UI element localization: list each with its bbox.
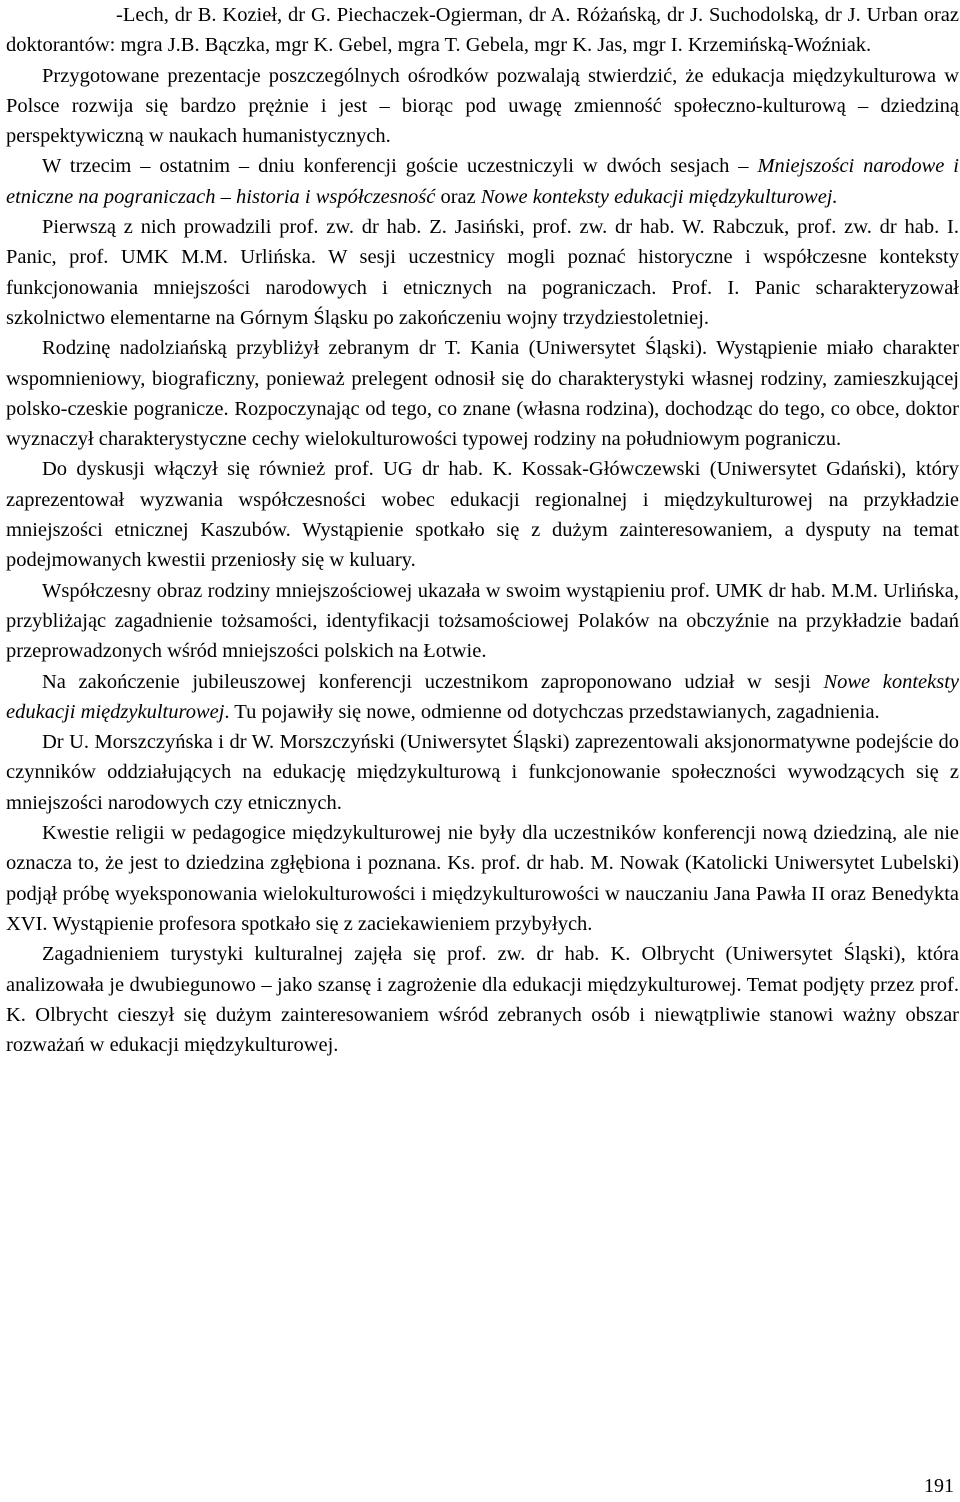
paragraph	[6, 667, 959, 728]
text-run: Rodzinę nadolziańską przybliżył zebranym dr T. Kania (Uniwersytet Śląski). Wystąpienie miało charakter wspomnieniowy, biograficzny, ponieważ prelegent odnosił się do charakterystyki własnej rodziny, zamieszkującej polsko-czeskie pogranicze. Rozpoczynając od tego, co znane (własna rodzina), dochodząc do tego, co obce, doktor wyznaczył charakterystyczne cechy wielokulturowości typowej rodziny na południowym pograniczu.	[6, 337, 959, 451]
paragraph	[6, 212, 959, 333]
text-run: Pierwszą z nich prowadzili prof. zw. dr hab. Z. Jasiński, prof. zw. dr hab. W. Rabczuk, prof. zw. dr hab. I. Panic, prof. UMK M.M. Urlińska. W sesji uczestnicy mogli poznać historyczne i współczesne konteksty funkcjonowania mniejszości narodowych i etnicznych na pograniczach. Prof. I. Panic scharakteryzował szkolnictwo elementarne na Górnym Śląsku po zakończeniu wojny trzydziestoletniej.	[6, 216, 959, 329]
italic-session-title: Nowe konteksty edukacji międzykulturowej.	[480, 185, 838, 208]
text-run: -Lech, dr B. Kozieł, dr G. Piechaczek-Ogierman, dr A. Różańską, dr J. Suchodolską, dr J. Urban oraz doktorantów: mgra J.B. Bączka, mgr K. Gebel, mgra T. Gebela, mgr K. Jas, mgr I. Krzemińską-Woźniak.	[6, 4, 959, 57]
text-run: Przygotowane prezentacje poszczególnych ośrodków pozwalają stwierdzić, że edukacja międzykulturowa w Polsce rozwija się bardzo prężnie i jest – biorąc pod uwagę zmienność społeczno-kulturową – dziedziną perspektywiczną w naukach humanistycznych.	[6, 64, 959, 148]
paragraph	[6, 61, 959, 152]
paragraph	[6, 939, 959, 1060]
italic-session-title: Mniejszości narodowe i etniczne na pograniczach – historia i współczesność	[6, 155, 959, 208]
italic-session-title: Nowe konteksty edukacji międzykulturowej	[6, 670, 959, 723]
text-run: Dr U. Morszczyńska i dr W. Morszczyński (Uniwersytet Śląski) zaprezentowali aksjonormatywne podejście do czynników oddziałujących na edukację międzykulturową i funkcjonowanie społeczności wywodzących się z mniejszości narodowych czy etnicznych.	[6, 731, 959, 814]
text-run: Do dyskusji włączył się również prof. UG dr hab. K. Kossak-Główczewski (Uniwersytet Gdański), który zaprezentował wyzwania współczesności wobec edukacji regionalnej i międzykulturowej na przykładzie mniejszości etnicznej Kaszubów. Wystąpienie spotkało się z dużym zainteresowaniem, a dysputy na temat podejmowanych kwestii przeniosły się w kuluary.	[6, 458, 959, 572]
text-run: Na zakończenie jubileuszowej konferencji uczestnikom zaproponowano udział w sesji	[42, 670, 824, 693]
text-run: W trzecim – ostatnim – dniu konferencji goście uczestniczyli w dwóch sesjach –	[42, 155, 758, 178]
text-run: . Tu pojawiły się nowe, odmienne od dotychczas przedstawianych, zagadnienia.	[224, 700, 880, 723]
text-run: oraz	[435, 185, 481, 208]
page-number: 191	[924, 1475, 954, 1497]
paragraph	[6, 454, 959, 575]
paragraph-intro-continuation	[6, 0, 959, 61]
text-run: Współczesny obraz rodziny mniejszościowej ukazała w swoim wystąpieniu prof. UMK dr hab. M.M. Urlińska, przybliżając zagadnienie tożsamości, identyfikacji tożsamościowej Polaków na obczyźnie na przykładzie badań przeprowadzonych wśród mniejszości polskich na Łotwie.	[6, 579, 959, 663]
paragraph	[6, 151, 959, 212]
paragraph	[6, 333, 959, 454]
paragraph	[6, 576, 959, 667]
text-run: Zagadnieniem turystyki kulturalnej zajęła się prof. zw. dr hab. K. Olbrycht (Uniwersytet Śląski), która analizowała je dwubiegunowo – jako szansę i zagrożenie dla edukacji międzykulturowej. Temat podjęty przez prof. K. Olbrycht cieszył się dużym zainteresowaniem wśród zebranych osób i niewątpliwie stanowi ważny obszar rozważań w edukacji międzykulturowej.	[6, 943, 959, 1057]
body-text	[6, 0, 959, 1060]
paragraph	[6, 727, 959, 818]
paragraph	[6, 818, 959, 939]
text-run: Kwestie religii w pedagogice międzykulturowej nie były dla uczestników konferencji nową dziedziną, ale nie oznacza to, że jest to dziedzina zgłębiona i poznana. Ks. prof. dr hab. M. Nowak (Katolicki Uniwersytet Lubelski) podjął próbę wyeksponowania wielokulturowości i międzykulturowości w nauczaniu Jana Pawła II oraz Benedykta XVI. Wystąpienie profesora spotkało się z zaciekawieniem przybyłych.	[6, 822, 959, 935]
